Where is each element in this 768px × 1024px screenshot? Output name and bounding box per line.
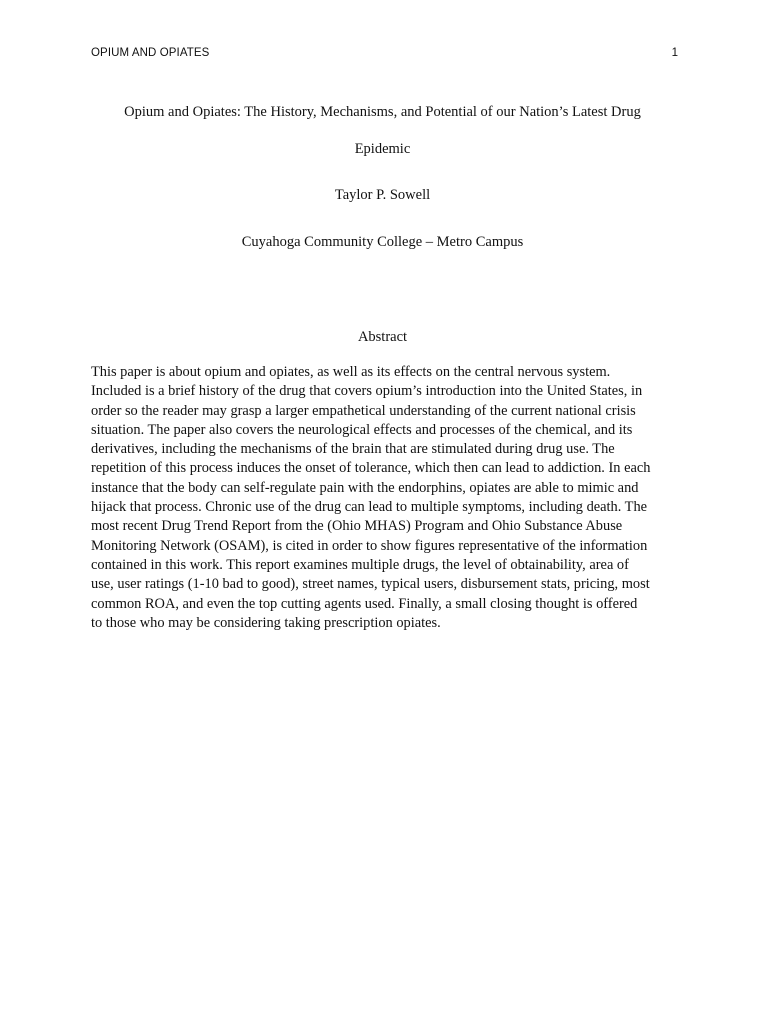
abstract-line: hijack that process. Chronic use of the drug can lead to multiple symptoms, including death. The: [91, 499, 648, 516]
abstract-line: most recent Drug Trend Report from the (Ohio MHAS) Program and Ohio Substance Abuse: [91, 518, 623, 535]
abstract-line: contained in this work. This report examines multiple drugs, the level of obtainability, area of: [91, 556, 629, 573]
paper-title-line-1: Opium and Opiates: The History, Mechanisms, and Potential of our Nation’s Latest Drug: [124, 104, 641, 120]
abstract-line: Monitoring Network (OSAM), is cited in order to show figures representative of the information: [91, 537, 648, 554]
page-number: 1: [671, 47, 678, 59]
abstract-line: use, user ratings (1-10 bad to good), street names, typical users, disbursement stats, pricing, most: [91, 576, 650, 593]
author-name: Taylor P. Sowell: [334, 187, 431, 203]
abstract-line: instance that the body can self-regulate pain with the endorphins, opiates are able to mimic and: [91, 479, 639, 496]
paper-title-line-2: Epidemic: [354, 141, 411, 157]
abstract-heading: Abstract: [357, 329, 408, 345]
abstract-line: to those who may be considering taking prescription opiates.: [91, 614, 441, 631]
running-head: OPIUM AND OPIATES: [91, 47, 210, 59]
abstract-line: order so the reader may grasp a larger empathetical understanding of the current national crisis: [91, 402, 636, 419]
abstract-line: situation. The paper also covers the neurological effects and processes of the chemical, and its: [91, 421, 633, 438]
abstract-line: repetition of this process induces the onset of tolerance, which then can lead to addiction. In each: [91, 460, 651, 477]
abstract-line: common ROA, and even the top cutting agents used. Finally, a small closing thought is offered: [91, 595, 638, 612]
abstract-line: This paper is about opium and opiates, as well as its effects on the central nervous system.: [91, 364, 611, 380]
institution-name: Cuyahoga Community College – Metro Campus: [241, 234, 524, 250]
abstract-body: [91, 363, 691, 633]
abstract-line: Included is a brief history of the drug that covers opium’s introduction into the United States, in: [91, 383, 643, 400]
abstract-line: derivatives, including the mechanisms of the brain that are stimulated during drug use. The: [91, 441, 615, 458]
